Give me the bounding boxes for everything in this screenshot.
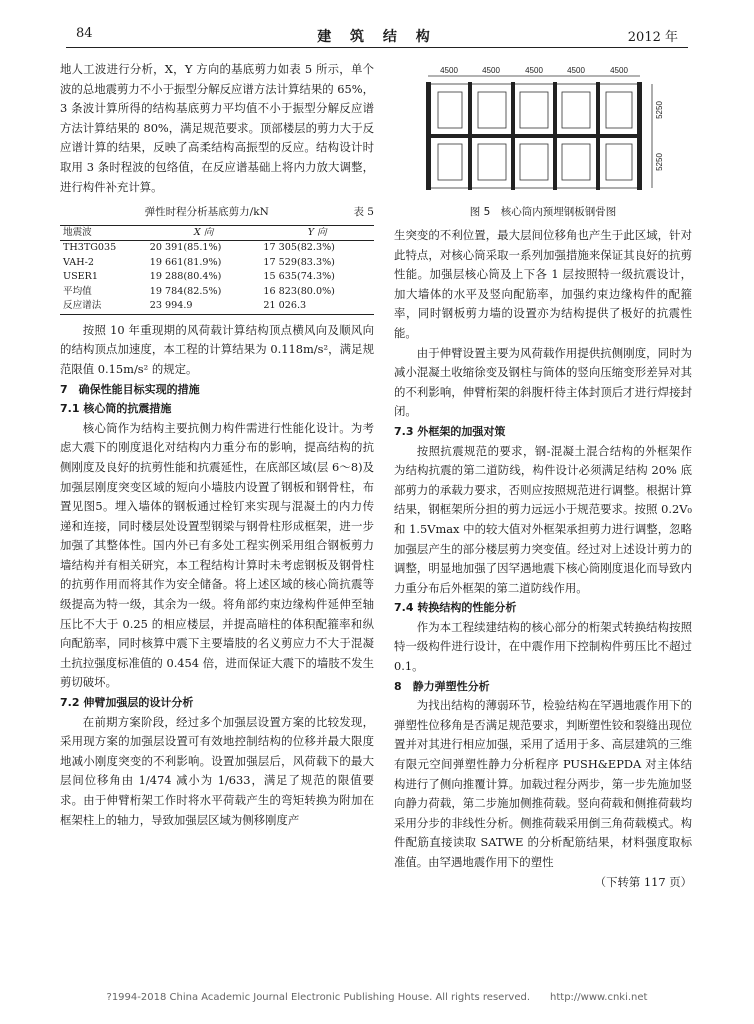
wall-panel xyxy=(562,92,590,128)
table-header-row xyxy=(60,225,374,241)
subsection-heading: 7.1 核心筒的抗震措施 xyxy=(60,402,172,416)
subsection-heading: 7.3 外框架的加强对策 xyxy=(394,424,506,438)
dimension-label: 4500 xyxy=(482,66,500,75)
header-rule xyxy=(66,47,688,48)
table-row xyxy=(60,256,374,271)
cell: 17 529(83.3%) xyxy=(263,256,335,268)
cell: 20 391(85.1%) xyxy=(149,242,222,254)
cell: 23 994.9 xyxy=(149,300,193,312)
issue-year: 2012 年 xyxy=(627,30,678,45)
wall-panel xyxy=(438,92,462,128)
cell: 反应谱法 xyxy=(63,300,102,312)
cell: TH3TG035 xyxy=(63,242,117,254)
cell: 15 635(74.3%) xyxy=(263,271,335,283)
base-shear-table xyxy=(60,225,374,315)
column-header: 地震波 xyxy=(63,226,92,238)
table-row xyxy=(60,285,374,300)
column-header: X 向 xyxy=(193,226,214,238)
paragraph: 在前期方案阶段，经过多个加强层设置方案的比较发现，采用现方案的加强层设置可有效地控制结构的位移并最大限度地减小刚度突变的不利影响。设置加强层后，风荷载下的最大层间位移角由 1/474 减小为 1/633，满足了规范的限值要求。由于伸臂桁架工作时将水平荷载产生的弯矩转换为附加在框架柱上的轴力，导致加强层区域为侧移刚度产 xyxy=(60,714,374,827)
wall-panel xyxy=(520,144,548,180)
dimension-label: 5250 xyxy=(655,153,664,171)
paragraph: 作为本工程续建结构的核心部分的桁架式转换结构按照特一级构件进行设计，在中震作用下控制构件剪压比不超过 0.1。 xyxy=(394,619,692,674)
steel-beam xyxy=(428,134,640,138)
column-header: Y 向 xyxy=(307,226,327,238)
cell: USER1 xyxy=(63,271,98,283)
table-caption xyxy=(60,203,374,223)
paragraph: 为找出结构的薄弱环节，检验结构在罕遇地震作用下的弹塑性位移角是否满足规范要求，判断塑性铰和裂缝出现位置并对其进行相应加强，采用了适用于多、高层建筑的三维有限元空间弹塑性静力分析程序 PUSH&EPDA 对主体结构进行了侧向推覆计算。加载过程分两步，第一步先施加竖向静力荷载，第二步施加侧推荷载。竖向荷载和侧推荷载均采用分步的非线性分析。侧推荷载采用倒三角荷载模式。构件配筋直接读取 SATWE 的分析配筋结果，材料强度取标准值。由罕遇地震作用下的塑性 xyxy=(394,698,692,869)
wall-panel xyxy=(520,92,548,128)
cell: VAH-2 xyxy=(63,256,94,268)
table-row xyxy=(60,241,374,256)
cell: 19 288(80.4%) xyxy=(149,271,222,283)
figure-caption: 图 5 核心筒内预埋钢板钢骨图 xyxy=(469,206,617,218)
wall-panel xyxy=(478,144,506,180)
wall-panel xyxy=(606,92,632,128)
cell: 19 661(81.9%) xyxy=(149,256,222,268)
paragraph: 核心筒作为结构主要抗侧力构件需进行性能化设计。为考虑大震下的刚度退化对结构内力重分布的影响，提高结构的抗侧刚度及良好的抗剪性能和抗震延性，在底部区域(层 6～8)及加强层刚度突变区域的短向小墙肢内设置了钢板和钢骨柱，布置见图5。埋入墙体的钢板通过栓钉来实现与混凝土的内力传递和连接，同时楼层处设置型钢梁与钢骨柱形成框架，进一步加强了其整体性。国内外已有多处工程实例采用组合钢板剪力墙结构并有相关研究，本工程结构计算时未考虑钢板及钢骨柱的抗剪作用而将其作为安全储备。将上述区域的核心筒抗震等级提高为特一级，其余为一级。将角部约束边缘构件延伸至轴压比不大于 0.25 的相应楼层，并提高暗柱的体积配箍率和纵向配筋率，同时核算中震下主要墙肢的名义剪应力不大于混凝土抗拉强度标准值的 0.454 倍，进而保证大震下的墙肢不发生剪切破坏。 xyxy=(60,420,374,690)
left-column xyxy=(60,60,374,830)
dimension-label: 5250 xyxy=(655,101,664,119)
cell: 平均值 xyxy=(63,285,92,297)
paragraph: 按照抗震规范的要求，钢-混凝土混合结构的外框架作为结构抗震的第二道防线，构件设计必须满足结构 20% 底部剪力的承载力要求，否则应按照规范进行调整。根据计算结果，钢框架所分担的剪力远远小于规范要求。按照 0.2V₀ 和 1.5Vmax 中的较大值对外框架承担剪力进行调整，忽略加强层产生的部分楼层剪力突变值。经过对上述设计剪力的调整，明显地加强了因罕遇地震下核心筒刚度退化而导致内力重分布后外框架的第二道防线作用。 xyxy=(394,443,692,595)
section-heading: 7 确保性能目标实现的措施 xyxy=(60,382,200,396)
dimension-label: 4500 xyxy=(440,66,458,75)
table-row xyxy=(60,270,374,285)
page-number: 84 xyxy=(76,26,93,41)
paragraph: 地人工波进行分析，X，Y 方向的基底剪力如表 5 所示，单个波的总地震剪力不小于振型分解反应谱方法计算结果的 65%，3 条波计算所得的结构基底剪力平均值不小于振型分解反应谱方法计算结果的 80%，满足规范要求。顶部楼层的剪力大于反应谱计算的结果，反映了高柔结构高振型的反应。结构设计时取用 3 条时程波的包络值，在反应谱基础上将内力放大调整，进行构件补充计算。 xyxy=(60,62,374,194)
table-number: 表 5 xyxy=(353,206,374,219)
section-heading: 8 静力弹塑性分析 xyxy=(394,679,490,693)
continued-note: （下转第 117 页） xyxy=(594,874,692,889)
cell: 19 784(82.5%) xyxy=(149,285,222,297)
right-column xyxy=(394,226,692,892)
cell: 21 026.3 xyxy=(263,300,307,312)
journal-title: 建 筑 结 构 xyxy=(317,29,437,45)
wall-panel xyxy=(478,92,506,128)
table-title: 弹性时程分析基底剪力/kN xyxy=(144,206,269,219)
wall-panel xyxy=(562,144,590,180)
paragraph: 按照 10 年重现期的风荷载计算结构顶点横风向及顺风向的结构顶点加速度，本工程的计算结果为 0.118m/s²，满足规范限值 0.15m/s² 的规定。 xyxy=(60,322,374,376)
cell: 16 823(80.0%) xyxy=(263,285,335,297)
core-tube-steel-plate-figure xyxy=(410,66,672,194)
dimension-label: 4500 xyxy=(610,66,628,75)
copyright-footer: ?1994-2018 China Academic Journal Electronic Publishing House. All rights reserved. http://www.cnki.net xyxy=(106,992,648,1003)
cell: 17 305(82.3%) xyxy=(263,242,335,254)
subsection-heading: 7.2 伸臂加强层的设计分析 xyxy=(60,696,194,710)
dimension-label: 4500 xyxy=(525,66,543,75)
wall-panel xyxy=(606,144,632,180)
table-row xyxy=(60,299,374,314)
paragraph: 生突变的不利位置，最大层间位移角也产生于此区域，针对此特点，对核心筒采取一系列加强措施来保证其良好的抗剪性能。加强层核心筒及上下各 1 层按照特一级抗震设计，加大墙体的水平及竖向配筋率，加强约束边缘构件的配箍率，同时钢板剪力墙的设置亦为结构提供了极好的抗震性能。 xyxy=(394,228,692,340)
paragraph: 由于伸臂设置主要为风荷载作用提供抗侧刚度，同时为减小混凝土收缩徐变及钢柱与筒体的竖向压缩变形差异对其的不利影响，伸臂桁架的斜腹杆待主体封顶后才进行焊接封闭。 xyxy=(394,345,692,419)
subsection-heading: 7.4 转换结构的性能分析 xyxy=(394,601,517,615)
dimension-label: 4500 xyxy=(567,66,585,75)
wall-panel xyxy=(438,144,462,180)
